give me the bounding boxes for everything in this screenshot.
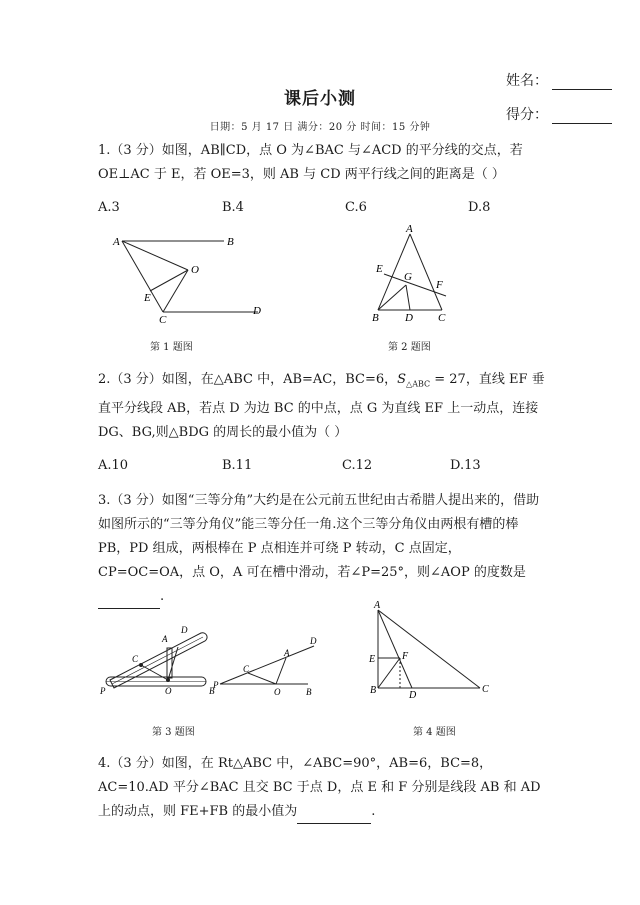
figure-3 <box>98 620 328 710</box>
fig1-label-e: E <box>144 292 151 304</box>
q2-area-sub: △ABC <box>406 379 431 389</box>
question-3-text <box>98 489 548 609</box>
fig4-label-d: D <box>409 690 417 701</box>
fig3-label-c: C <box>243 664 250 674</box>
q2-text-b: ，直线 EF 垂直平分线段 AB，若点 D 为边 BC 的中点，点 G 为直线 EF 上一动点，连接 DG、BG,则△BDG 的周长的最小值为（ ） <box>98 372 545 440</box>
fig3-tool-label-d: D <box>181 625 188 635</box>
figure-2 <box>362 222 462 328</box>
fig1-label-a: A <box>113 236 120 248</box>
q4-end: . <box>371 804 376 819</box>
q3-end: . <box>160 589 165 604</box>
fig3-tool-label-a: A <box>162 634 168 644</box>
name-label: 姓名： <box>506 73 548 89</box>
fig3-tool-label-c: C <box>132 654 139 664</box>
q2-option-b: B.11 <box>222 458 253 473</box>
q3-body: 3.（3 分）如图“三等分角”大约是在公元前五世纪由古希腊人提出来的，借助如图所示的“三等分角仪”能三等分任一角.这个三等分角仪由两根有槽的棒 PB，PD 组成，两根棒在 P 点相连并可绕 P 转动，C 点固定，CP=OC=OA，点 O，A 可在槽中滑动，若∠P=25°，则∠AOP 的度数是 <box>98 493 540 580</box>
fig2-label-a: A <box>406 223 413 235</box>
fig2-label-g: G <box>404 271 412 283</box>
question-1-text: 1.（3 分）如图，AB∥CD，点 O 为∠BAC 与∠ACD 的平分线的交点，若 OE⊥AC 于 E，若 OE=3，则 AB 与 CD 两平行线之间的距离是（ ） <box>98 143 523 182</box>
fig2-label-f: F <box>436 279 443 291</box>
q4-answer-blank[interactable] <box>297 809 371 824</box>
fig4-label-c: C <box>482 684 489 695</box>
figure-4-caption: 第 4 题图 <box>413 727 456 738</box>
question-2-text <box>98 368 548 445</box>
fig2-label-c: C <box>438 312 446 324</box>
q2-area-value: = 27 <box>430 372 466 387</box>
fig3-tool-label-p: P <box>100 686 106 696</box>
fig3-label-a: A <box>284 648 290 658</box>
score-label: 得分： <box>506 107 548 123</box>
fig1-label-o: O <box>191 264 199 276</box>
fig3-label-d: D <box>310 636 317 646</box>
fig3-tool-label-b: B <box>209 686 215 696</box>
q2-option-d: D.13 <box>450 458 481 473</box>
fig3-tool-label-o: O <box>165 686 172 696</box>
fig4-label-b: B <box>370 685 377 696</box>
q3-answer-blank[interactable] <box>98 594 160 609</box>
fig4-label-f: F <box>402 651 409 662</box>
fig2-label-d: D <box>405 312 413 324</box>
fig3-label-b: B <box>306 687 312 697</box>
q2-option-a: A.10 <box>98 458 129 473</box>
figure-2-caption: 第 2 题图 <box>388 342 431 353</box>
fig2-label-e: E <box>376 263 383 275</box>
q2-text-a: 2.（3 分）如图，在△ABC 中，AB=AC，BC=6， <box>98 372 398 387</box>
q1-option-a: A.3 <box>98 200 120 215</box>
fig1-label-b: B <box>227 236 234 248</box>
fig3-label-o: O <box>274 687 281 697</box>
figure-3-caption: 第 3 题图 <box>152 727 195 738</box>
fig3-label-p: P <box>213 680 219 690</box>
q2-option-c: C.12 <box>342 458 373 473</box>
fig4-label-e: E <box>369 654 376 665</box>
fig4-label-a: A <box>374 600 381 611</box>
fig1-label-c: C <box>159 314 167 326</box>
q2-area-symbol: S <box>397 372 407 387</box>
figure-1-caption: 第 1 题图 <box>150 342 193 353</box>
fig1-label-d: D <box>253 305 261 317</box>
name-field[interactable] <box>506 70 612 90</box>
name-blank[interactable] <box>552 75 612 90</box>
q1-option-d: D.8 <box>468 200 491 215</box>
figure-1 <box>108 230 268 330</box>
figure-4 <box>360 598 500 702</box>
q1-option-b: B.4 <box>222 200 244 215</box>
question-4-text <box>98 752 548 824</box>
page-title: 课后小测 <box>284 89 356 109</box>
fig2-label-b: B <box>372 312 379 324</box>
q1-option-c: C.6 <box>345 200 367 215</box>
q4-body: 4.（3 分）如图，在 Rt△ABC 中，∠ABC=90°，AB=6，BC=8，AC=10.AD 平分∠BAC 且交 BC 于点 D，点 E 和 F 分别是线段 AB 和 AD 上的动点，则 FE+FB 的最小值为 <box>98 756 541 819</box>
exam-info: 日期：5 月 17 日 满分：20 分 时间：15 分钟 <box>209 122 431 133</box>
